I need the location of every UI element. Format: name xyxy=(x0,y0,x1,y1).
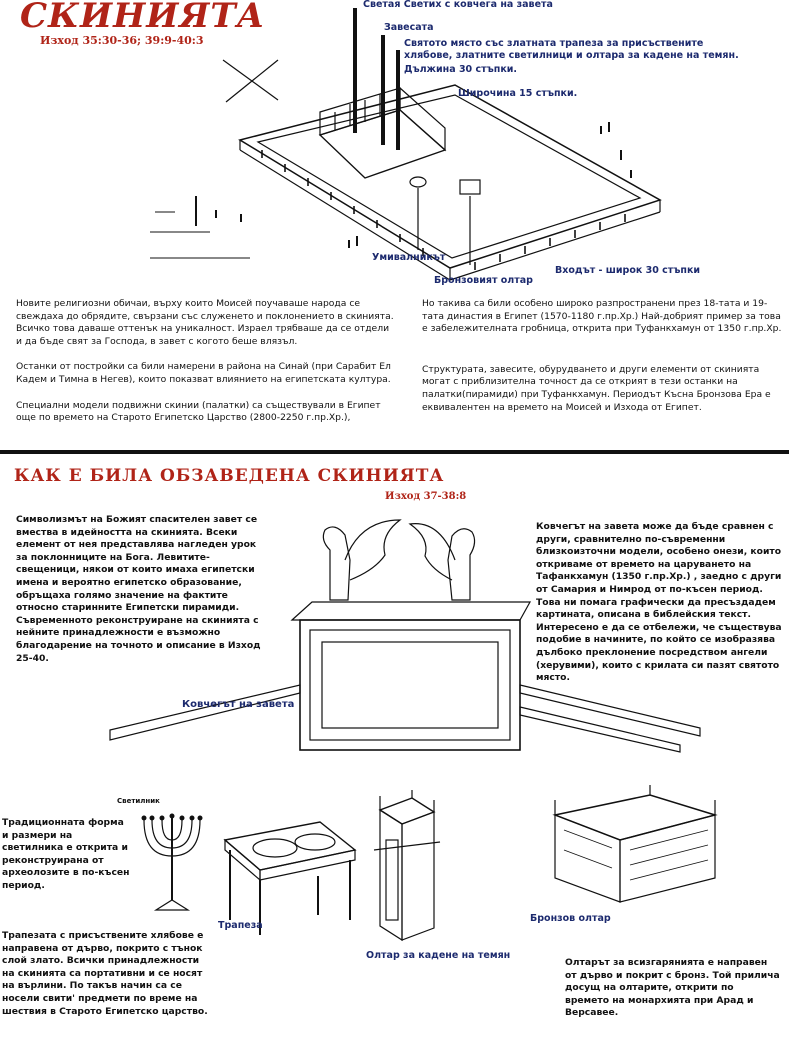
label-laver: Умивалникът xyxy=(372,252,446,263)
bronze-altar-illustration xyxy=(540,790,730,910)
page-title: СКИНИЯТА xyxy=(20,0,266,36)
section-reference: Изход 37-38:8 xyxy=(385,491,467,502)
label-incense-altar: Олтар за кадене на темян xyxy=(366,950,511,961)
intro-paragraph: Структурата, завесите, обурудването и други елементи от скинията могат с приблизителна точност да се открият в тези останки на палатки(пирамиди) при Туфанкхамун. Периодът Късна Бронзова Ера е еквивалентен на времето на Моисей и Изхода от Египет. xyxy=(422,363,771,413)
intro-paragraph: Останки от постройки са били намерени в района на Синай (при Сарабит Ел Кадем и Тимна в Негев), които показват влиянието на египетската култура. xyxy=(16,361,391,385)
label-bronze-altar: Бронзовият олтар xyxy=(434,275,533,286)
section-title: КАК Е БИЛА ОБЗАВЕДЕНА СКИНИЯТА xyxy=(14,466,445,486)
label-table: Трапеза xyxy=(218,920,263,931)
label-entrance: Входът - широк 30 стъпки xyxy=(555,265,701,276)
incense-altar-illustration xyxy=(372,790,442,950)
bronze-altar-text: Олтарът за всизгарянията е направен от дърво и покрит с бронз. Той прилича досущ на олтарите, открити по времето на монархията при Арад и Версавее. xyxy=(565,957,780,1019)
label-bronze-altar-item: Бронзов олтар xyxy=(530,913,611,924)
label-holy-of-holies: Светая Светих с ковчега на завета xyxy=(363,0,553,10)
label-holy-place: Святото място със златната трапеза за присъствените хлябове, златните светилници и олтара за кадене на темян. xyxy=(404,38,739,61)
label-width: Широчина 15 стъпки. xyxy=(458,88,578,99)
section-left-text: Символизмът на Божият спасителен завет се вмества в идейността на скинията. Всеки елемент от нея представлява нагледен урок за поклонниците на Бога. Левитите-свещеници, някои от които имаха египетски имена и вероятно египетско образование, обръщаха голямо значение на фактите относно старинните Египетски пирамиди. Съвременното реконструиране на скинията с нейните принадлежности е възможно благодарение на точното и описание в Изход 25-40. xyxy=(16,514,261,664)
ark-of-covenant-illustration xyxy=(0,500,789,750)
intro-paragraph: Но такива са били особено широко разпространени през 18-тата и 19-тата династия в Египет (1570-1180 г.пр.Хр.) Най-добрият пример за това е забележителната гробница, открита при Туфанкхамун от 1350 г.пр.Хр. xyxy=(422,298,782,335)
intro-left-column xyxy=(16,298,396,425)
intro-paragraph: Специални модели подвижни скинии (палатки) са съществували в Египет още по времето на Старото Египетско Царство (2800-2250 г.пр.Хр.), xyxy=(16,399,381,424)
intro-paragraph: Новите религиозни обичаи, върху които Моисей поучаваше народа се свеждаха до обрядите, свързани със служенето и поклонението в скинията. Всичко това даваше оттенък на уникалност. Израел трябваше да се отдели и да бъде свят за Господа, в завет с когото беше влязъл. xyxy=(16,298,394,347)
label-length: Дължина 30 стъпки. xyxy=(404,64,518,75)
lampstand-caption: Светилник xyxy=(117,797,160,805)
header-reference: Изход 35:30-36; 39:9-40:3 xyxy=(40,34,204,47)
label-ark: Ковчегът на завета xyxy=(182,699,295,710)
table-text: Трапезата с присъствените хлябове е направена от дърво, покрито с тънок слой злато. Всички принадлежности на скинията са портативни и се носят на върлини. По такъв начин са се носели свити' предмети по време на шествия в Старото Египетско царство. xyxy=(2,930,208,1017)
label-veil: Завесата xyxy=(384,22,434,33)
intro-right-column xyxy=(422,298,782,414)
lampstand-illustration xyxy=(134,808,214,918)
section-divider xyxy=(0,450,789,454)
section-right-text: Ковчегът на завета може да бъде сравнен с други, сравнително по-съвременни близкоизточни модели, особено онези, които откриваме от времето на царуването на Тафанкхамун (1350 г.пр.Хр.) , заедно с други от Самария и Нимрод от по-късен период. Това ни помага графически да пресъздадем картината, описана в библейския текст. Интересено е да се отбележи, че съществува подобие в начините, по който се изобразява дълбоко преклонение посредством ангели (херувими), които с крилата си пазят святото място. xyxy=(536,521,782,684)
lampstand-text: Традиционната форма и размери на светилника е открита и реконструирана от археолозите в по-късен период. xyxy=(2,817,130,891)
